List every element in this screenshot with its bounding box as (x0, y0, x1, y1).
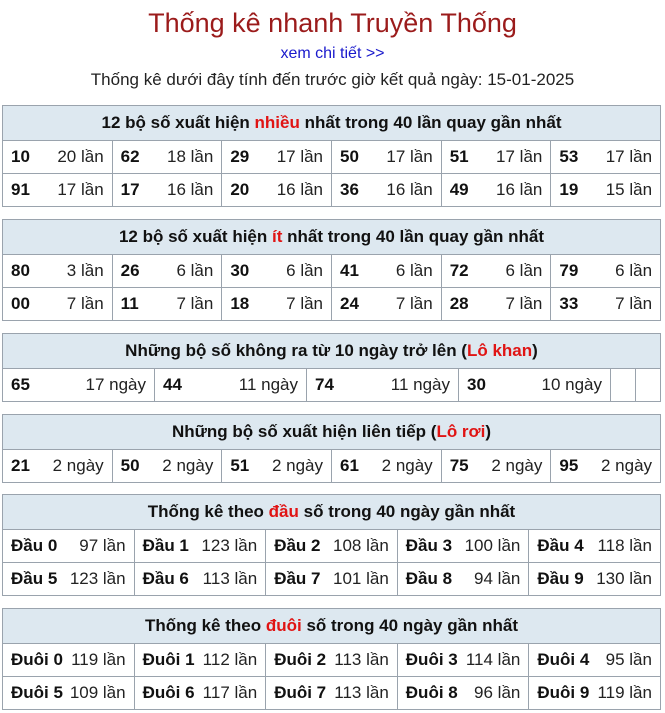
stat-cell (332, 288, 442, 320)
stat-key: 24 (340, 294, 359, 313)
stat-value: 7 lần (615, 294, 653, 313)
stat-key: 51 (230, 456, 250, 475)
stat-value: 119 lần (71, 650, 126, 669)
section-header-text: Thống kê theo (147, 502, 269, 521)
stat-cell (266, 644, 398, 676)
stat-cell (3, 450, 113, 482)
stat-key: Đuôi 4 (537, 650, 590, 669)
stat-key: 50 (340, 147, 359, 166)
stat-value: 130 lần (596, 569, 652, 588)
section-header (3, 106, 660, 141)
stat-cell (529, 530, 660, 562)
stat-key: 51 (449, 147, 469, 166)
stat-key: Đầu 4 (537, 536, 584, 555)
section-header-text: Những bộ số xuất hiện liên tiếp ( (171, 422, 437, 441)
stat-value: 108 lần (333, 536, 389, 555)
stat-value: 2 ngày (491, 456, 543, 475)
empty-cell (636, 369, 660, 401)
stat-value: 15 lần (605, 180, 653, 199)
stat-cell (113, 288, 223, 320)
section-header-text: 12 bộ số xuất hiện (101, 113, 255, 132)
stat-cell (113, 174, 223, 206)
section-header (3, 334, 660, 369)
stat-value: 2 ngày (52, 456, 104, 475)
stat-cell (307, 369, 459, 401)
table-row (3, 450, 660, 482)
stat-value: 10 ngày (541, 375, 602, 394)
stat-key: 30 (230, 261, 250, 280)
stat-cell (442, 450, 552, 482)
stat-cell (551, 450, 660, 482)
stat-cell (3, 644, 135, 676)
stat-value: 17 lần (605, 147, 653, 166)
stat-cell (442, 255, 552, 287)
section-header-highlight: đầu (268, 502, 299, 521)
stat-cell (551, 255, 660, 287)
section-header-text: số trong 40 ngày gần nhất (298, 502, 516, 521)
section-header (3, 495, 660, 530)
section-header-highlight: ít (272, 227, 283, 246)
stat-key: Đầu 7 (274, 569, 321, 588)
stat-cell (266, 677, 398, 709)
stat-value: 7 lần (286, 294, 324, 313)
section-header (3, 609, 660, 644)
table-row (3, 677, 660, 709)
stat-value: 17 ngày (85, 375, 146, 394)
stat-cell (222, 141, 332, 173)
stat-key: 10 (11, 147, 30, 166)
section-header-highlight: đuôi (265, 616, 302, 635)
stat-key: 61 (340, 456, 359, 475)
table-row (3, 174, 660, 206)
stat-value: 11 ngày (390, 375, 450, 394)
stat-cell (222, 255, 332, 287)
stat-cell (266, 530, 398, 562)
least-frequent-section (2, 219, 661, 321)
stat-key: 72 (449, 261, 469, 280)
stat-cell (135, 563, 267, 595)
stat-key: 11 (120, 294, 139, 313)
stat-cell (551, 174, 660, 206)
dau-stats-section (2, 494, 661, 596)
stat-key: 44 (163, 375, 182, 394)
stat-cell (113, 141, 223, 173)
stat-key: 17 (120, 180, 140, 199)
section-header-text: ) (532, 341, 538, 360)
section-header-text: nhất trong 40 lần quay gần nhất (299, 113, 562, 132)
stat-value: 7 lần (395, 294, 433, 313)
stat-cell (222, 288, 332, 320)
table-row (3, 530, 660, 563)
stat-cell (398, 563, 530, 595)
stat-key: 79 (559, 261, 579, 280)
page-title: Thống kê nhanh Truyền Thống (148, 8, 517, 38)
stat-value: 114 lần (465, 650, 521, 669)
stat-key: Đuôi 8 (405, 683, 458, 702)
stat-key: 00 (11, 294, 30, 313)
stat-value: 2 ngày (271, 456, 324, 475)
stat-key: Đuôi 0 (11, 650, 63, 669)
stat-key: 75 (449, 456, 469, 475)
stat-value: 7 lần (176, 294, 214, 313)
stat-cell (3, 255, 113, 287)
stat-value: 7 lần (66, 294, 104, 313)
section-header-text: nhất trong 40 lần quay gần nhất (282, 227, 545, 246)
section-header-highlight: Lô khan (466, 341, 533, 360)
stat-value: 100 lần (464, 536, 521, 555)
stat-key: Đầu 3 (405, 536, 453, 555)
section-header-highlight: Lô rơi (436, 422, 486, 441)
stat-value: 119 lần (597, 683, 652, 702)
stat-key: Đuôi 9 (537, 683, 590, 702)
stat-cell (442, 174, 552, 206)
stat-cell (3, 174, 113, 206)
stat-key: 33 (559, 294, 579, 313)
stat-key: 41 (340, 261, 359, 280)
stat-key: 95 (559, 456, 579, 475)
section-header-text: số trong 40 ngày gần nhất (301, 616, 519, 635)
stat-value: 17 lần (496, 147, 543, 166)
stat-cell (3, 369, 155, 401)
stat-cell (3, 530, 135, 562)
stat-value: 17 lần (276, 147, 324, 166)
stat-key: Đuôi 5 (11, 683, 63, 702)
stat-value: 6 lần (505, 261, 543, 280)
stat-key: Đầu 6 (142, 569, 189, 588)
stat-value: 7 lần (505, 294, 543, 313)
stat-cell (332, 255, 442, 287)
section-header-text: 12 bộ số xuất hiện (118, 227, 272, 246)
stat-cell (442, 288, 552, 320)
stat-key: Đuôi 1 (142, 650, 195, 669)
stat-value: 16 lần (167, 180, 214, 199)
stat-cell (398, 530, 530, 562)
stat-key: 53 (559, 147, 579, 166)
table-row (3, 141, 660, 174)
page-subtitle: Thống kê dưới đây tính đến trước giờ kết quả ngày: 15-01-2025 (90, 70, 575, 89)
stat-value: 11 ngày (238, 375, 298, 394)
stat-cell (332, 141, 442, 173)
stat-cell (551, 141, 660, 173)
stat-value: 112 lần (202, 650, 258, 669)
stat-cell (113, 450, 223, 482)
stat-cell (398, 677, 530, 709)
section-header (3, 220, 660, 255)
stat-value: 123 lần (201, 536, 258, 555)
table-row (3, 644, 660, 677)
most-frequent-section (2, 105, 661, 207)
stat-value: 113 lần (202, 569, 258, 588)
stat-value: 97 lần (79, 536, 126, 555)
stat-cell (459, 369, 611, 401)
empty-cell (611, 369, 636, 401)
stat-key: 62 (120, 147, 140, 166)
stat-value: 6 lần (176, 261, 214, 280)
stat-key: 30 (467, 375, 486, 394)
stat-cell (398, 644, 530, 676)
stat-value: 17 lần (386, 147, 433, 166)
stat-cell (135, 644, 267, 676)
stat-key: 50 (120, 456, 140, 475)
stat-key: Đuôi 3 (405, 650, 458, 669)
table-row (3, 369, 660, 401)
stat-key: Đuôi 2 (274, 650, 327, 669)
stat-value: 16 lần (386, 180, 433, 199)
stat-value: 123 lần (69, 569, 126, 588)
table-row (3, 255, 660, 288)
lo-roi-section (2, 414, 661, 483)
stat-value: 96 lần (474, 683, 521, 702)
stat-key: 19 (559, 180, 579, 199)
stat-key: Đầu 8 (405, 569, 453, 588)
stat-cell (3, 288, 113, 320)
stat-key: Đầu 5 (11, 569, 58, 588)
stat-value: 118 lần (597, 536, 652, 555)
stat-cell (332, 450, 442, 482)
stat-cell (266, 563, 398, 595)
stat-key: 80 (11, 261, 30, 280)
stat-value: 113 lần (334, 650, 389, 669)
stat-value: 95 lần (605, 650, 652, 669)
stat-value: 6 lần (395, 261, 433, 280)
stat-value: 16 lần (496, 180, 543, 199)
stat-value: 17 lần (57, 180, 104, 199)
stat-value: 6 lần (286, 261, 324, 280)
section-header-text: Những bộ số không ra từ 10 ngày trở lên ( (125, 341, 467, 360)
stat-cell (155, 369, 307, 401)
stat-value: 6 lần (615, 261, 653, 280)
stat-key: 49 (449, 180, 469, 199)
stat-key: 74 (315, 375, 334, 394)
stat-value: 16 lần (276, 180, 324, 199)
stat-value: 117 lần (202, 683, 258, 702)
stat-value: 2 ngày (600, 456, 653, 475)
stat-key: Đầu 2 (274, 536, 321, 555)
section-header-text: ) (485, 422, 492, 441)
stat-value: 109 lần (69, 683, 126, 702)
stat-key: Đuôi 7 (274, 683, 327, 702)
stat-key: Đầu 9 (537, 569, 584, 588)
section-header-text: Thống kê theo (144, 616, 266, 635)
stat-value: 2 ngày (162, 456, 214, 475)
stat-cell (529, 563, 660, 595)
details-link[interactable]: xem chi tiết >> (280, 45, 385, 62)
duoi-stats-section (2, 608, 661, 710)
stat-value: 18 lần (167, 147, 214, 166)
stat-cell (3, 563, 135, 595)
stat-cell (442, 141, 552, 173)
stat-key: 36 (340, 180, 359, 199)
stat-value: 20 lần (57, 147, 104, 166)
stat-cell (135, 677, 267, 709)
stat-value: 3 lần (66, 261, 104, 280)
stat-value: 2 ngày (381, 456, 433, 475)
section-header-highlight: nhiều (254, 113, 300, 132)
stat-cell (135, 530, 267, 562)
stat-key: 20 (230, 180, 250, 199)
stat-cell (222, 450, 332, 482)
stat-cell (222, 174, 332, 206)
stat-value: 113 lần (334, 683, 389, 702)
stat-key: Đầu 1 (142, 536, 189, 555)
stat-cell (529, 644, 660, 676)
stat-cell (529, 677, 660, 709)
stat-key: Đầu 0 (11, 536, 58, 555)
stat-key: Đuôi 6 (142, 683, 195, 702)
lo-khan-section (2, 333, 661, 402)
stat-key: 28 (449, 294, 469, 313)
stat-key: 65 (11, 375, 30, 394)
stat-value: 101 lần (333, 569, 389, 588)
stat-cell (3, 677, 135, 709)
table-row (3, 288, 660, 320)
stat-cell (551, 288, 660, 320)
stat-key: 18 (230, 294, 250, 313)
table-row (3, 563, 660, 595)
stat-key: 26 (120, 261, 140, 280)
stat-key: 29 (230, 147, 250, 166)
stat-key: 21 (11, 456, 30, 475)
stat-value: 94 lần (474, 569, 521, 588)
stat-cell (3, 141, 113, 173)
stat-cell (332, 174, 442, 206)
stat-cell (113, 255, 223, 287)
section-header (3, 415, 660, 450)
stat-key: 91 (11, 180, 30, 199)
